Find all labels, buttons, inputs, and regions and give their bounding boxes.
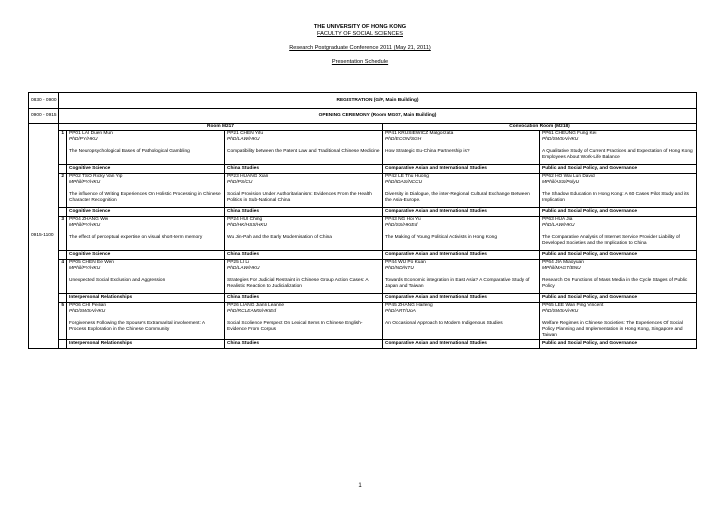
row-number: 2 <box>59 174 67 208</box>
theme-cell <box>225 208 383 217</box>
presenter-id: PP04 ZHANG Wei <box>69 217 109 222</box>
presenter-id: PP65 LEE Wan Ping Vincent <box>542 303 604 308</box>
session-time: 0915-1100 <box>29 124 59 349</box>
theme-label: Public and Social Policy, and Governance <box>542 166 638 171</box>
presenter-affiliation: MPhil/PY/HKU <box>69 266 101 271</box>
theme-label: Comparative Asian and International Studies <box>385 166 487 171</box>
presenter-affiliation: MPhil/ASS/PolyU <box>542 180 580 185</box>
presentation-cell <box>383 260 540 294</box>
presentation-cell <box>67 131 225 165</box>
presentation-row <box>29 174 697 208</box>
theme-cell <box>67 340 225 349</box>
theme-cell <box>540 165 697 174</box>
theme-cell <box>225 294 383 303</box>
theme-row <box>29 208 697 217</box>
presenter-affiliation: PhD/SS/HKIEd <box>385 223 418 228</box>
theme-label: Public and Social Policy, and Governance <box>542 295 638 300</box>
presentation-cell <box>383 174 540 208</box>
theme-label: Interpersonal Relationships <box>69 341 133 346</box>
theme-row <box>29 251 697 260</box>
registration-time: 0830 - 0900 <box>29 93 59 109</box>
presenter-affiliation: PhD/ND/NTU <box>385 266 414 271</box>
theme-label: Public and Social Policy, and Governance <box>542 209 638 214</box>
schedule-title: Presentation Schedule <box>331 59 389 65</box>
presentation-cell <box>383 217 540 251</box>
theme-label: China Studies <box>227 341 259 346</box>
theme-label: China Studies <box>227 295 259 300</box>
presentation-title: The influence of Writing Experiences On Holistic Processing in Chinese Character Recognition <box>69 192 221 203</box>
presentation-cell <box>225 217 383 251</box>
room-right: Convocation Room (M218) <box>383 124 697 131</box>
theme-label: Comparative Asian and International Studies <box>385 295 487 300</box>
theme-cell <box>67 294 225 303</box>
presenter-affiliation: PhD/SWSA/HKU <box>69 309 106 314</box>
presentation-title: The Neuropsychological Bases of Pathological Gambling <box>69 149 190 154</box>
presentation-title: The Making of Young Political Activists in Hong Kong <box>385 235 497 240</box>
presenter-affiliation: PhD/IDAS/NCCU <box>385 180 423 185</box>
presentation-cell <box>67 217 225 251</box>
room-left: Room M217 <box>59 124 383 131</box>
theme-row <box>29 165 697 174</box>
theme-row <box>29 294 697 303</box>
presentation-cell <box>225 303 383 340</box>
presenter-id: PP64 JIA Miaoyuan <box>542 260 584 265</box>
presenter-id: PP02 TSO Ricky Van Yip <box>69 174 123 179</box>
presentation-cell <box>225 260 383 294</box>
presenter-id: PP23 HUANG Xian <box>227 174 269 179</box>
theme-label: China Studies <box>227 166 259 171</box>
presentation-cell <box>67 260 225 294</box>
presenter-id: PP21 CHEN Yifu <box>227 131 263 136</box>
presenter-affiliation: PhD/ECON/SGH <box>385 137 422 142</box>
presentation-title: Unexpected Social Exclusion and Aggression <box>69 278 166 283</box>
registration-label: REGISTRATION (G/F, Main Building) <box>59 93 697 109</box>
presenter-id: PP01 LAI Duen Mun <box>69 131 113 136</box>
presentation-title: Social Scolience Perspect On Lexical Items In Chinese English-Evidence From Corpus <box>227 321 363 332</box>
conference-title: Research Postgraduate Conference 2011 (May 21, 2011) <box>289 45 431 51</box>
presenter-affiliation: MPhil/PY/HKU <box>69 223 101 228</box>
presenter-id: PP45 ZHANG Haifeng <box>385 303 433 308</box>
presentation-title: Welfare Regimes in Chinese Societies: The Experiences Of Social Policy Planning and Implementation in Hong Kong, Singapore and Taiwan <box>542 321 683 338</box>
document-header <box>0 24 720 66</box>
presentation-cell <box>540 131 697 165</box>
presentation-cell <box>540 217 697 251</box>
presentation-title: Diversity in Dialogue, the inter-Regional Cultural Exchange Between the Asia-Europe. <box>385 192 530 203</box>
presentation-title: An Occasional Approach to Modern Indigenous Studies <box>385 321 503 326</box>
theme-cell <box>383 251 540 260</box>
theme-cell <box>383 208 540 217</box>
presenter-affiliation: PhD/SWSA/HKU <box>542 137 579 142</box>
university-name: THE UNIVERSITY OF HONG KONG <box>313 24 407 30</box>
presentation-title: How Strategic Eu-China Partnership is? <box>385 149 470 154</box>
presenter-affiliation: PhD/LAW/HKU <box>227 137 260 142</box>
presentation-title: The Shadow Education In Hong Kong: A 60 Cases Pilot Study and its Implication <box>542 192 689 203</box>
schedule-table <box>28 92 697 349</box>
theme-cell <box>383 340 540 349</box>
theme-label: China Studies <box>227 209 259 214</box>
presentation-cell <box>540 260 697 294</box>
presenter-id: PP43 NG Hoi Yu <box>385 217 421 222</box>
presenter-affiliation: PhD/LAW/HKU <box>227 266 260 271</box>
theme-label: China Studies <box>227 252 259 257</box>
theme-cell <box>383 165 540 174</box>
presentation-title: Strategies For Judicial Restraint in Chinese Group Action Cases: A Realistic Reaction to Judicialization <box>227 278 369 289</box>
page-number: 1 <box>358 483 362 489</box>
theme-cell <box>225 340 383 349</box>
row-number: 1 <box>59 131 67 165</box>
theme-label: Comparative Asian and International Studies <box>385 209 487 214</box>
presentation-title: Towards Economic integration in East Asia? A Comparative Study of Japan and Taiwan <box>385 278 530 289</box>
presentation-title: The Comparative Analysis of Internet Service Provider Liability of Developed Societies and the Implication to China <box>542 235 680 246</box>
presenter-affiliation: PhD/SWSA/HKU <box>542 309 579 314</box>
presenter-id: PP44 WU Po Kuan <box>385 260 426 265</box>
presentation-title: A Qualitative Study of Current Practices and Expectation of Hong Kong Employees About Work-Life Balance <box>542 149 693 160</box>
theme-cell <box>540 340 697 349</box>
theme-cell <box>383 294 540 303</box>
presenter-id: PP62 HO Wai Lun David <box>542 174 595 179</box>
theme-cell <box>67 251 225 260</box>
presentation-row <box>29 217 697 251</box>
theme-label: Cognitive Science <box>69 166 111 171</box>
presenter-affiliation: MPhil/PY/HKU <box>69 180 101 185</box>
presentation-cell <box>540 174 697 208</box>
theme-cell <box>540 208 697 217</box>
presenter-affiliation: PhD/ART/UoA <box>385 309 416 314</box>
theme-row <box>29 340 697 349</box>
theme-label: Interpersonal Relationships <box>69 295 133 300</box>
row-number: 3 <box>59 217 67 251</box>
presentation-cell <box>225 174 383 208</box>
theme-label: Cognitive Science <box>69 209 111 214</box>
theme-label: Public and Social Policy, and Governance <box>542 341 638 346</box>
presenter-id: PP26 LIANG Jianli Leanne <box>227 303 285 308</box>
registration-row <box>29 93 697 109</box>
presenter-affiliation: PhD/LAW/HKU <box>542 223 575 228</box>
presentation-cell <box>67 174 225 208</box>
presentation-title: Social Provision Under Authoritarianism: Evidences From the Health Politics in Sub-National China <box>227 192 372 203</box>
theme-cell <box>67 165 225 174</box>
presentation-title: Wu Jin-Pah and the Early Modernisation of China <box>227 235 332 240</box>
presenter-id: PP06 CHI Peilian <box>69 303 107 308</box>
presentation-cell <box>383 131 540 165</box>
presenter-id: PP24 HUI Ching <box>227 217 263 222</box>
theme-label: Public and Social Policy, and Governance <box>542 252 638 257</box>
presenter-id: PP61 CHEUNG Fung Kei <box>542 131 597 136</box>
rooms-row <box>29 124 697 131</box>
opening-time: 0900 - 0915 <box>29 109 59 124</box>
presentation-title: Research On Functions of Mass Media in the Cycle Stages of Public Policy <box>542 278 688 289</box>
theme-label: Comparative Asian and International Studies <box>385 252 487 257</box>
presentation-cell <box>225 131 383 165</box>
presenter-id: PP05 CHEN Ee Wen <box>69 260 114 265</box>
theme-cell <box>540 294 697 303</box>
presentation-row <box>29 131 697 165</box>
presenter-affiliation: PhD/PY/HKU <box>69 137 98 142</box>
faculty-name: FACULTY OF SOCIAL SCIENCES <box>317 31 403 37</box>
presentation-title: Compatibility between the Patent Law and Traditional Chinese Medicine <box>227 149 380 154</box>
theme-cell <box>540 251 697 260</box>
presentation-cell <box>67 303 225 340</box>
opening-label: OPENING CEREMONY (Room MG07, Main Building) <box>59 109 697 124</box>
presenter-affiliation: MPhil/MAGT/BNU <box>542 266 581 271</box>
opening-row <box>29 109 697 124</box>
presentation-row <box>29 260 697 294</box>
presenter-id: PP42 LE Thu Huong <box>385 174 429 179</box>
theme-cell <box>225 165 383 174</box>
theme-cell <box>225 251 383 260</box>
theme-cell <box>67 208 225 217</box>
presenter-id: PP41 KRUSIEWICZ Malgorzata <box>385 131 454 136</box>
presentation-row <box>29 303 697 340</box>
row-number: 4 <box>59 260 67 294</box>
theme-label: Comparative Asian and International Studies <box>385 341 487 346</box>
presenter-id: PP25 LI Li <box>227 260 250 265</box>
presenter-affiliation: PhD/PS/CU <box>227 180 253 185</box>
presentation-cell <box>540 303 697 340</box>
presenter-id: PP63 HUA Jia <box>542 217 573 222</box>
row-number: 5 <box>59 303 67 340</box>
theme-label: Cognitive Science <box>69 252 111 257</box>
presentation-cell <box>383 303 540 340</box>
presentation-title: The effect of perceptual expertise on visual short-term memory <box>69 235 203 240</box>
presenter-affiliation: PhD/HK/HSS/HKU <box>227 223 267 228</box>
presentation-title: Forgiveness Following the Spouse's Extramarital involvement: A Process Exploration in the Chinese Community <box>69 321 205 332</box>
presenter-affiliation: PhD/RCLEAMS/HKIEd <box>227 309 277 314</box>
